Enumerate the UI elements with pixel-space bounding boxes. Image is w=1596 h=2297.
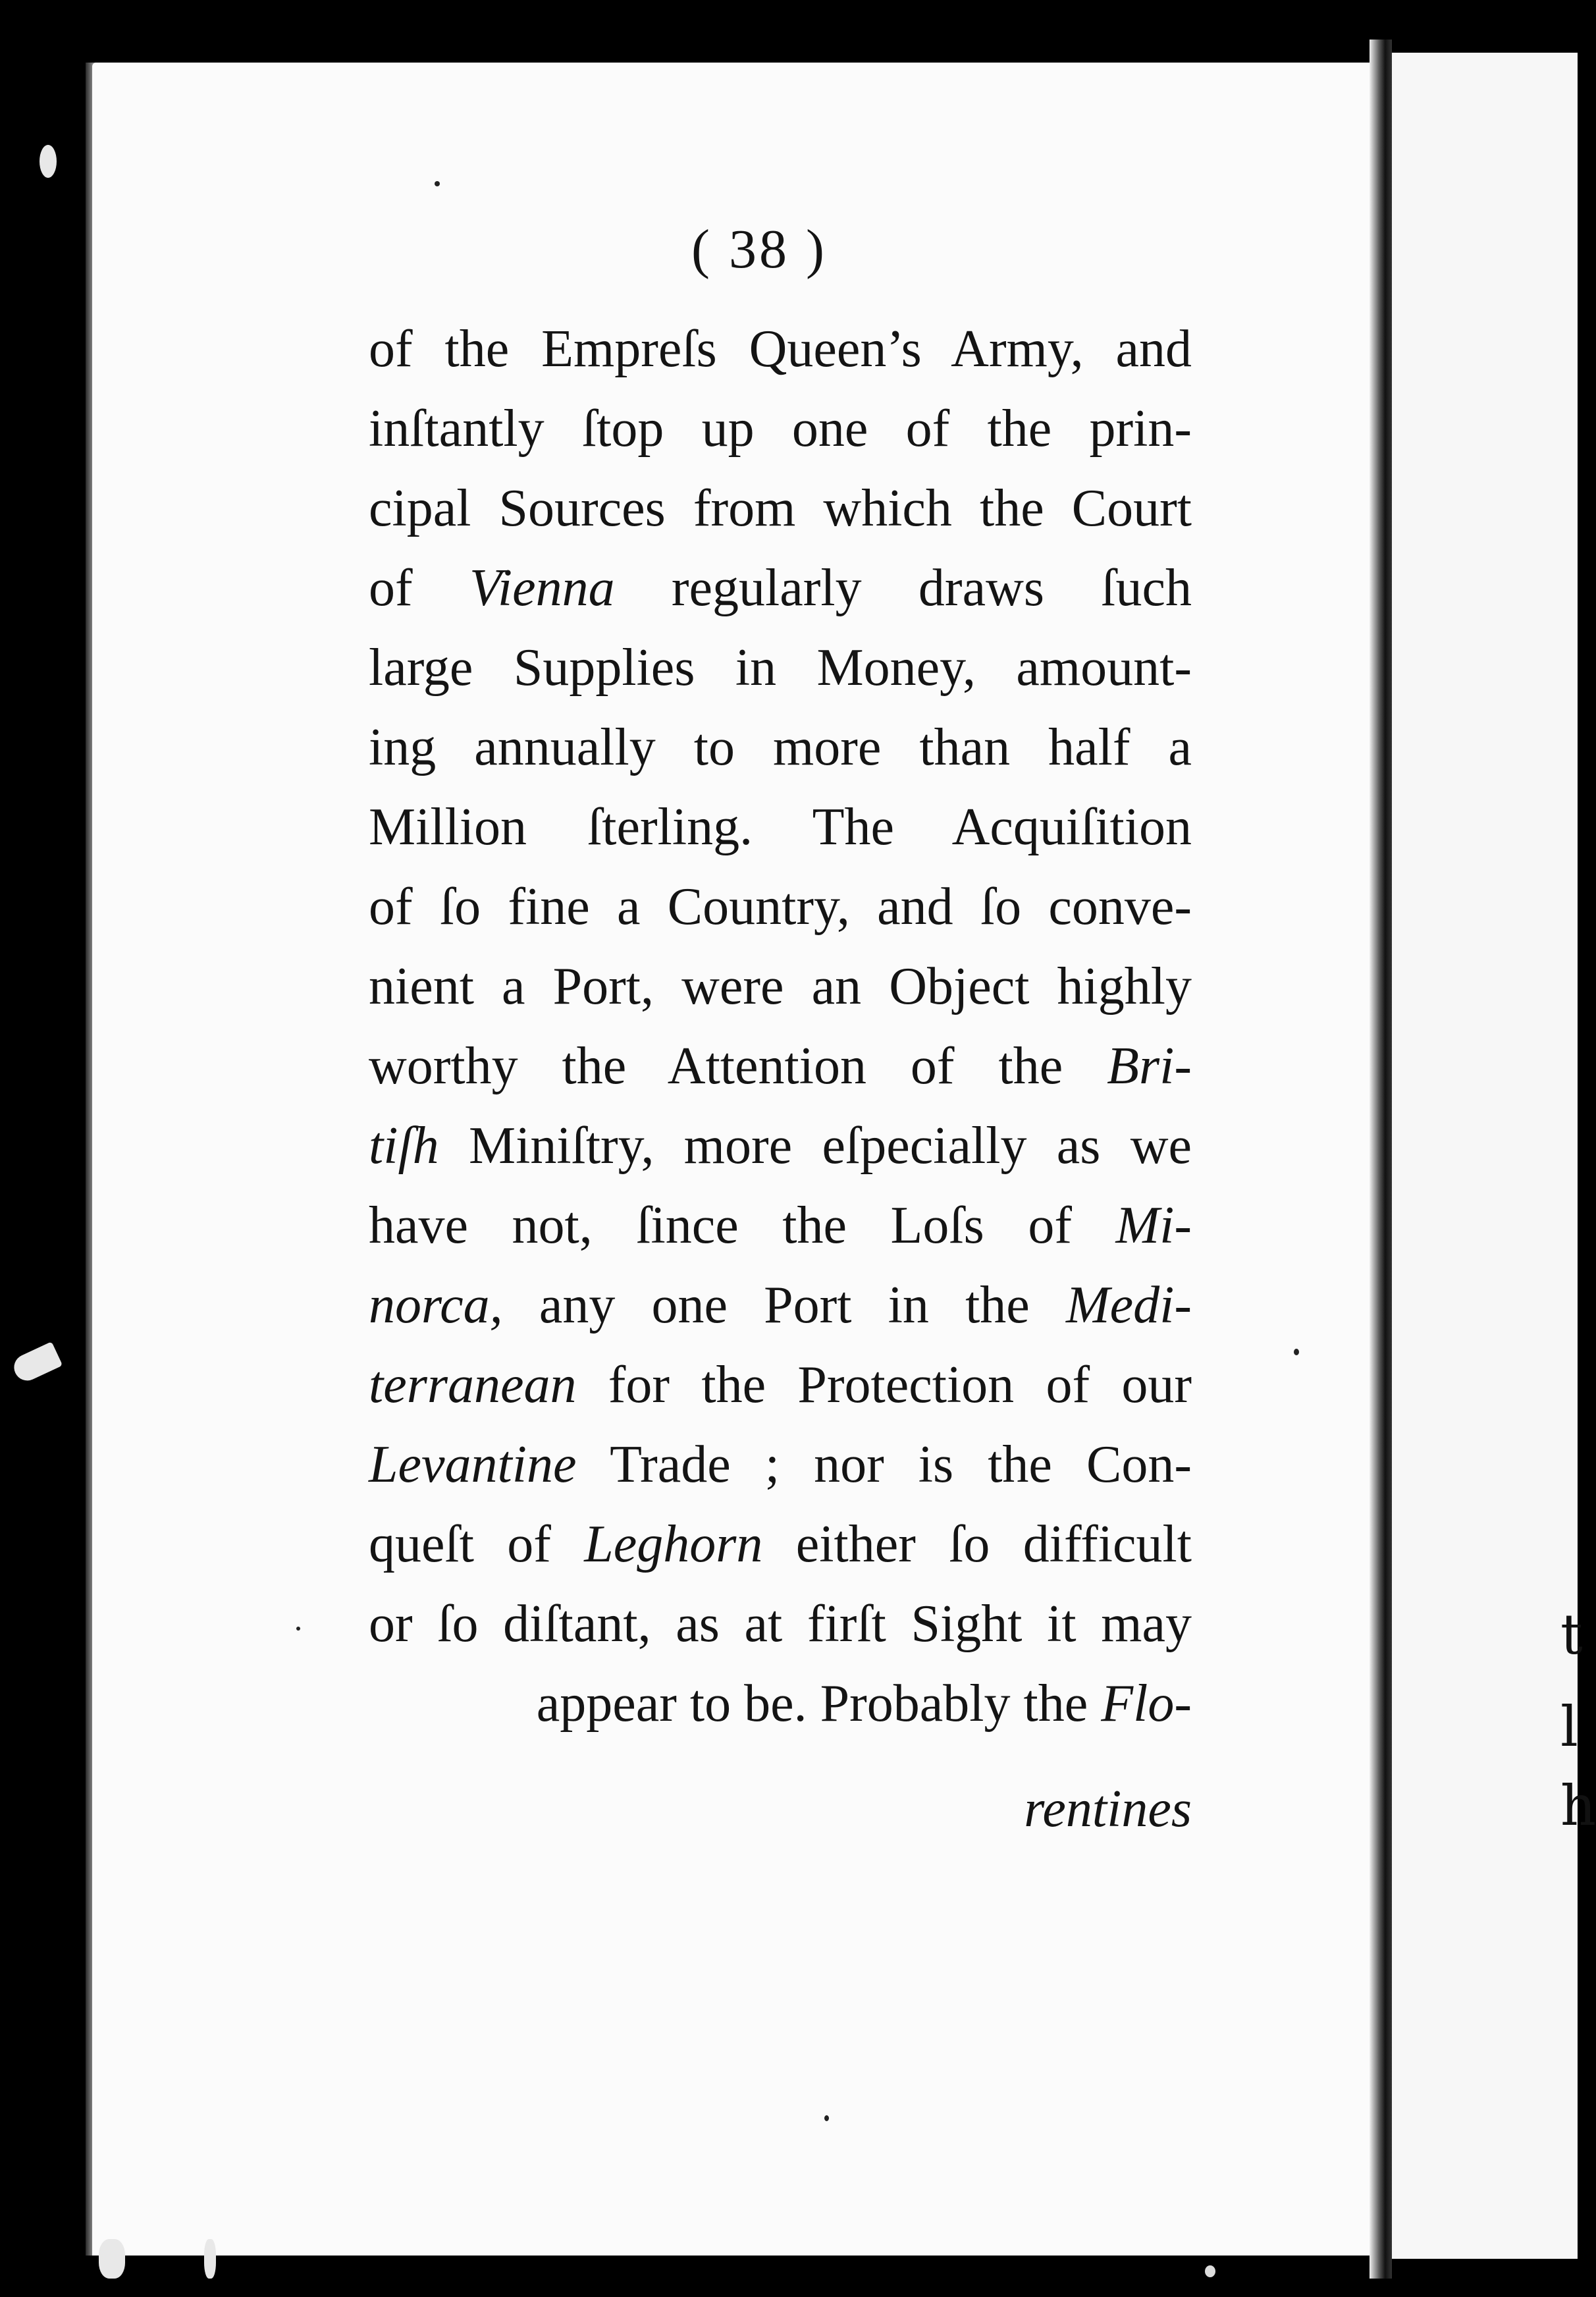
text-segment: of ſo fine a Country, and ſo conve-: [369, 878, 1192, 936]
body-text: [369, 310, 1192, 1744]
text-line: [369, 1425, 1192, 1505]
right-page-fragment: t: [1560, 1602, 1583, 1667]
right-page-fragment: l: [1560, 1694, 1578, 1759]
text-line: [369, 469, 1192, 549]
text-segment: or ſo diſtant, as at firſt Sight it may: [369, 1595, 1192, 1653]
text-line: [369, 1266, 1192, 1345]
italic-text-segment: norca,: [369, 1276, 503, 1334]
text-line: [369, 708, 1192, 788]
text-line: [369, 788, 1192, 867]
text-segment: appear to be. Probably the: [536, 1675, 1102, 1733]
text-line: [369, 628, 1192, 708]
italic-text-segment: Bri-: [1107, 1037, 1192, 1095]
scan-speck: [1205, 2265, 1215, 2277]
italic-text-segment: tiſh: [369, 1117, 439, 1175]
right-page: [1391, 53, 1578, 2259]
page-number: ( 38 ): [691, 219, 827, 280]
text-line: [369, 1664, 1192, 1744]
scan-artifact: [10, 1341, 63, 1385]
text-line: [369, 1186, 1192, 1266]
text-line: [369, 1345, 1192, 1425]
catchword: rentines: [1024, 1780, 1192, 1838]
text-line: [369, 389, 1192, 469]
text-segment: have not, ſince the Loſs of: [369, 1197, 1116, 1255]
text-line: [369, 310, 1192, 389]
text-segment: Trade ; nor is the Con-: [576, 1436, 1192, 1494]
text-line: [369, 549, 1192, 628]
text-line: [369, 1027, 1192, 1106]
text-line: [369, 1505, 1192, 1584]
scan-speck: [296, 1627, 300, 1631]
right-page-fragment: h: [1560, 1773, 1596, 1838]
text-line: [369, 1584, 1192, 1664]
italic-text-segment: Mi-: [1115, 1197, 1192, 1255]
text-segment: ing annually to more than half a: [369, 718, 1192, 776]
italic-text-segment: Vienna: [469, 559, 615, 617]
scan-speck: [1294, 1349, 1299, 1355]
text-line: [369, 867, 1192, 947]
italic-text-segment: terranean: [369, 1356, 577, 1414]
italic-text-segment: Levantine: [369, 1436, 577, 1494]
text-segment: either ſo difficult: [762, 1515, 1192, 1573]
text-segment: queſt of: [369, 1515, 585, 1573]
text-line: [369, 947, 1192, 1027]
text-segment: worthy the Attention of the: [369, 1037, 1107, 1095]
scan-artifact: [204, 2239, 216, 2279]
scan-artifact: [99, 2239, 125, 2279]
italic-text-segment: Flo-: [1101, 1675, 1192, 1733]
scan-speck: [435, 181, 440, 186]
text-segment: cipal Sources from which the Court: [369, 479, 1192, 537]
text-segment: Miniſtry, more eſpecially as we: [439, 1117, 1192, 1175]
text-segment: inſtantly ſtop up one of the prin-: [369, 400, 1192, 458]
text-segment: Million ſterling. The Acquiſition: [369, 798, 1192, 856]
text-segment: regularly draws ſuch: [614, 559, 1192, 617]
italic-text-segment: Medi-: [1065, 1276, 1192, 1334]
text-segment: of the Empreſs Queen’s Army, and: [369, 320, 1192, 378]
text-segment: large Supplies in Money, amount-: [369, 639, 1192, 697]
italic-text-segment: Leghorn: [584, 1515, 763, 1573]
text-segment: of: [369, 559, 469, 617]
text-segment: any one Port in the: [502, 1276, 1066, 1334]
scan-artifact: [40, 145, 57, 178]
text-line: [369, 1106, 1192, 1186]
text-segment: for the Protection of our: [576, 1356, 1192, 1414]
scan-speck: [824, 2115, 829, 2121]
text-segment: nient a Port, were an Object highly: [369, 958, 1192, 1015]
book-gutter: [1370, 40, 1392, 2279]
